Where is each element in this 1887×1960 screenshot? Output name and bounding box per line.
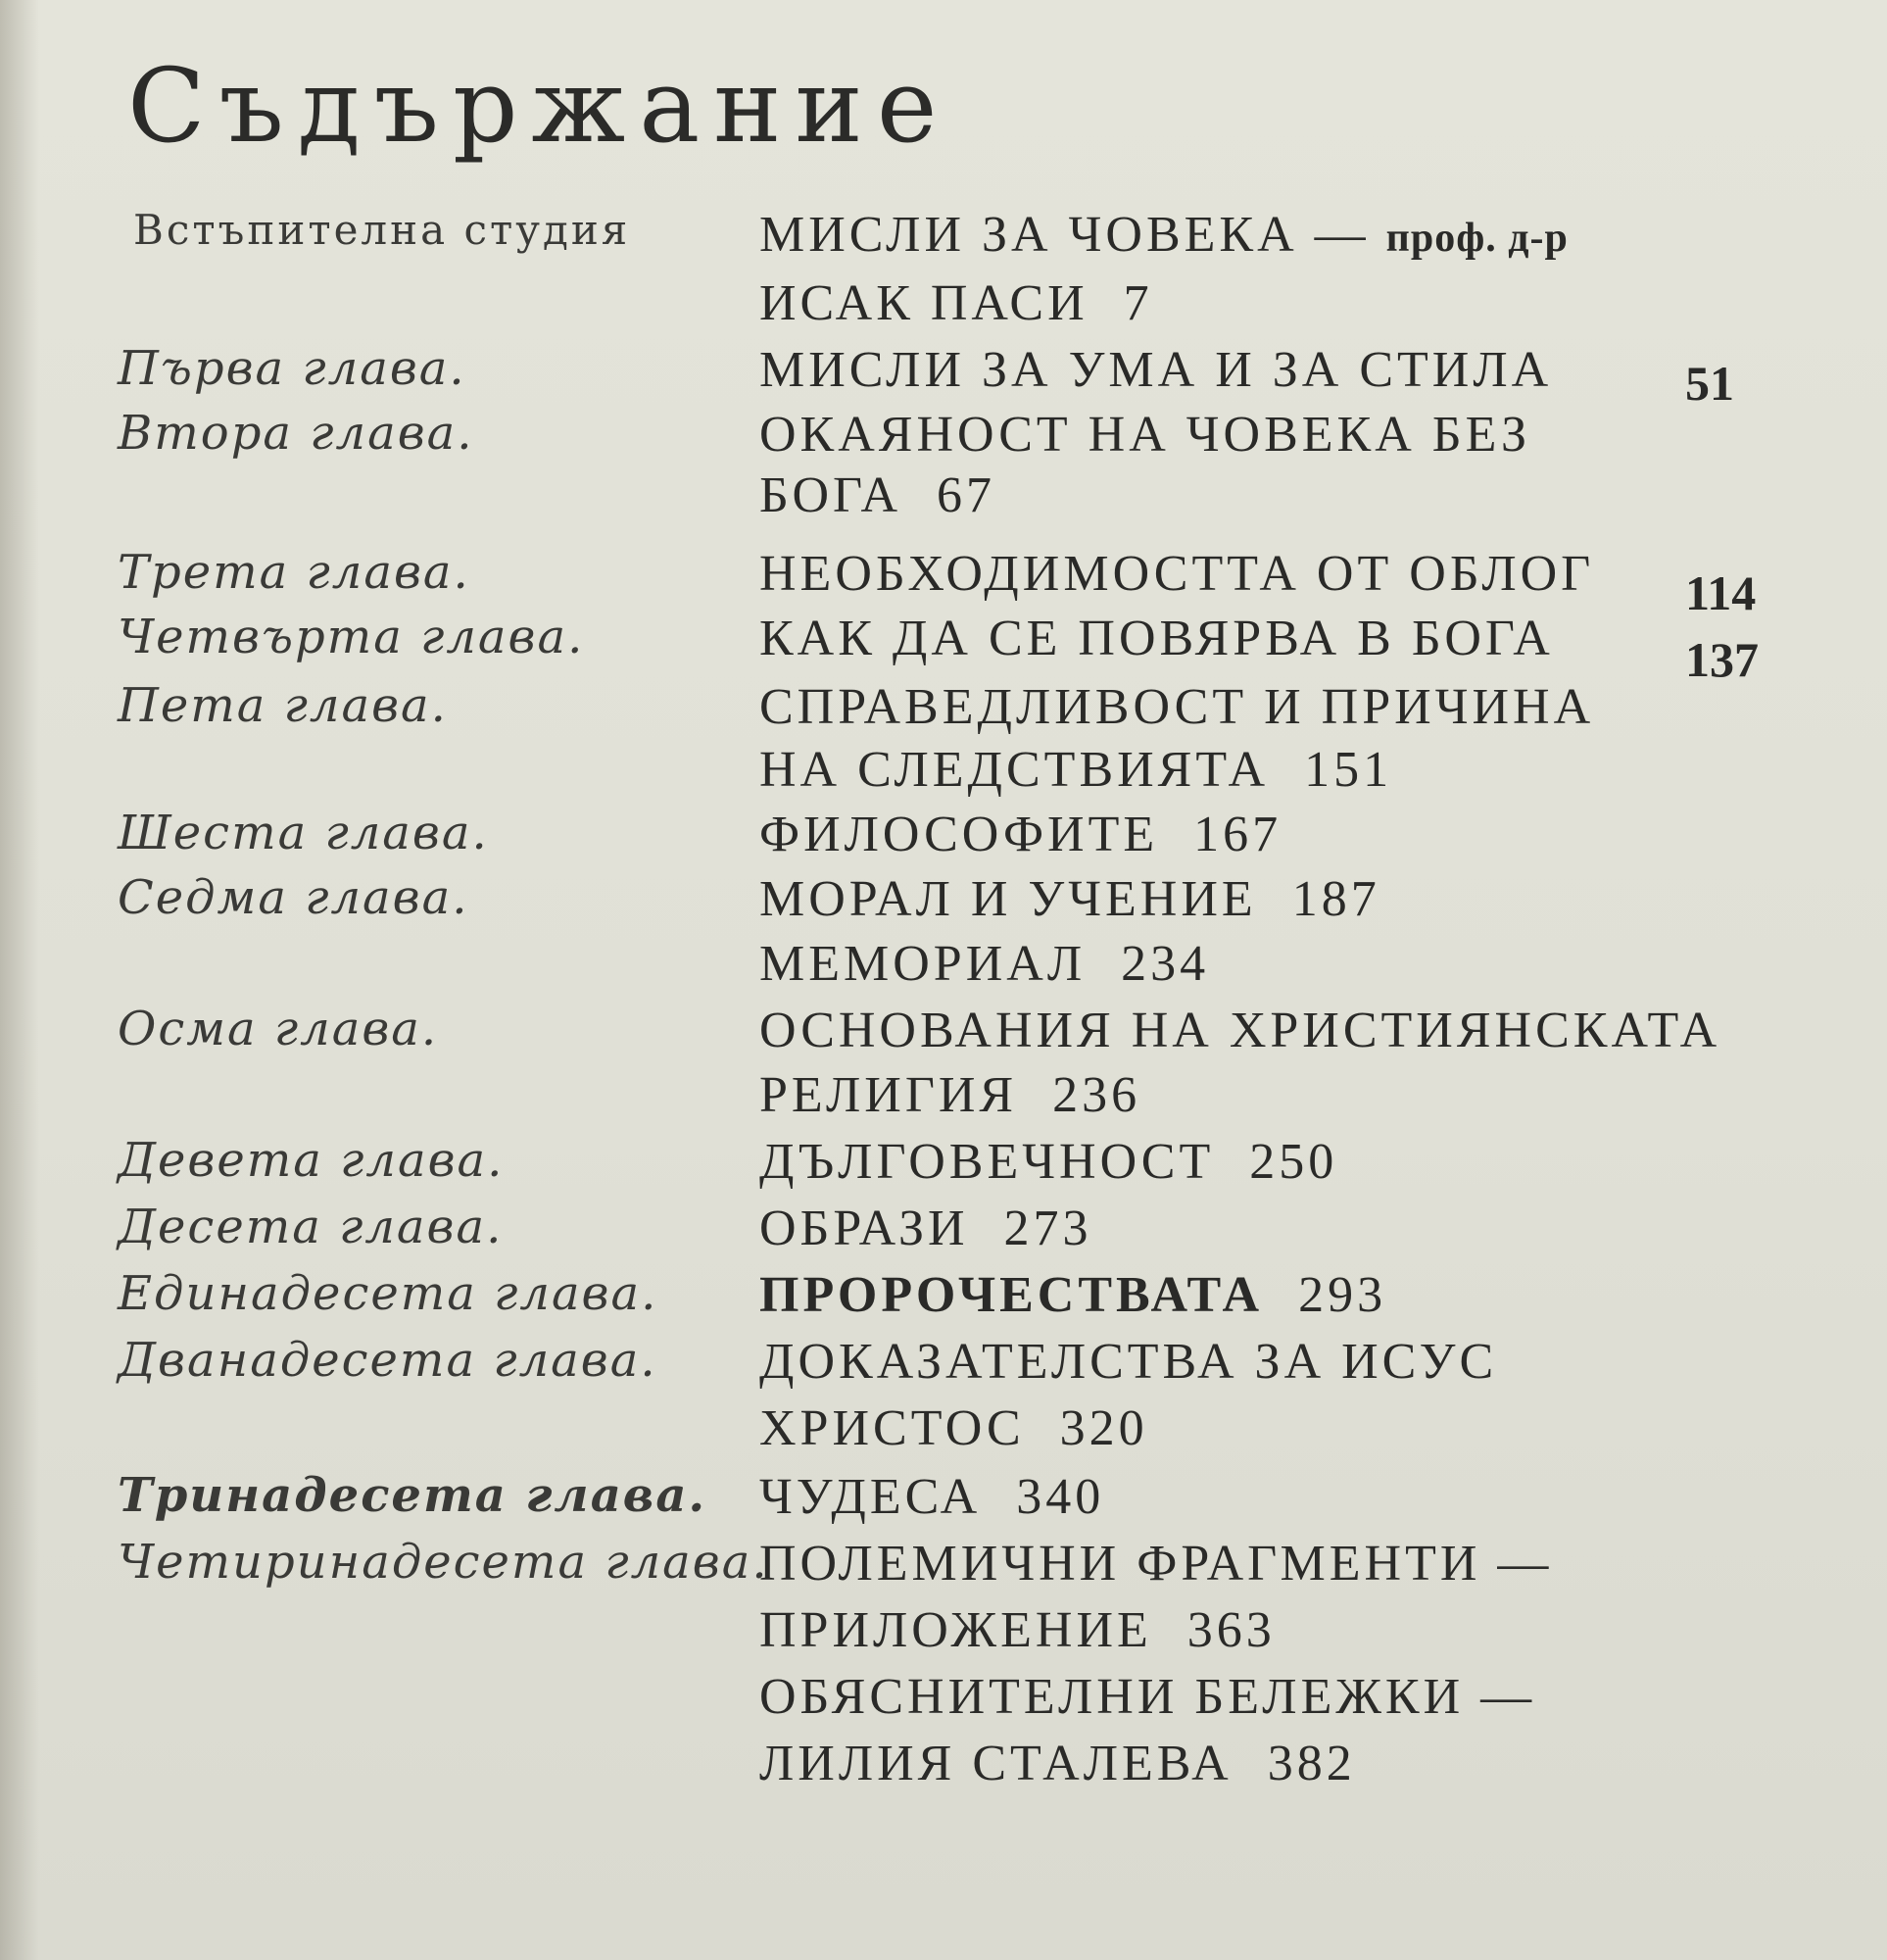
toc-entry: [0, 806, 1887, 864]
entry-label: Пета глава.: [118, 678, 448, 733]
entry-title-cont: БОГА 67: [759, 467, 996, 523]
entry-page: 293: [1298, 1267, 1387, 1323]
toc-entry-continuation: [0, 1601, 1887, 1660]
entry-label: Десета глава.: [118, 1200, 504, 1254]
entry-label: Седма глава.: [118, 870, 469, 925]
entry-label: Трета глава.: [118, 545, 470, 600]
toc-entry-continuation: [0, 1735, 1887, 1793]
toc-entry: [0, 935, 1887, 994]
entry-label: Втора глава.: [118, 406, 474, 461]
toc-entry: [0, 545, 1887, 620]
entry-page: 363: [1186, 1602, 1276, 1658]
entry-label: Встъпителна студия: [133, 206, 631, 254]
entry-title: МИСЛИ ЗА ЧОВЕКА — проф. д-р: [759, 207, 1569, 263]
toc-entry: [0, 1535, 1887, 1593]
toc-entry: [0, 678, 1887, 737]
toc-entry: [0, 870, 1887, 929]
entry-title: НЕОБХОДИМОСТТА ОТ ОБЛОГ: [759, 546, 1595, 602]
entry-label: Първа глава.: [118, 341, 466, 396]
entry-page: 273: [1003, 1200, 1092, 1256]
toc-entry: [0, 1668, 1887, 1727]
entry-title-cont: ИСАК ПАСИ 7: [759, 275, 1153, 331]
entry-title: МИСЛИ ЗА УМА И ЗА СТИЛА: [759, 342, 1553, 398]
entry-page: 167: [1193, 807, 1282, 862]
entry-label: Осма глава.: [118, 1002, 439, 1056]
entry-page: 67: [937, 467, 996, 523]
entry-title-cont: РЕЛИГИЯ 236: [759, 1067, 1141, 1123]
entry-title: КАК ДА СЕ ПОВЯРВА В БОГА: [759, 611, 1554, 666]
entry-page: 114: [1685, 565, 1757, 620]
entry-label: Четиринадесета глава.: [118, 1535, 769, 1590]
entry-title: ПОЛЕМИЧНИ ФРАГМЕНТИ —: [759, 1536, 1553, 1592]
toc-entry: [0, 206, 1887, 265]
toc-entry: [0, 1200, 1887, 1258]
entry-page: 382: [1267, 1736, 1356, 1791]
entry-page: 320: [1059, 1400, 1148, 1456]
entry-label: Четвърта глава.: [118, 610, 585, 664]
entry-title: ОБЯСНИТЕЛНИ БЕЛЕЖКИ —: [759, 1669, 1536, 1725]
toc-entry-continuation: [0, 274, 1887, 333]
toc-entry-continuation: [0, 466, 1887, 525]
entry-label: Единадесета глава.: [118, 1266, 658, 1321]
entry-title: ОКАЯНОСТ НА ЧОВЕКА БЕЗ: [759, 407, 1531, 463]
toc-entry: [0, 1266, 1887, 1325]
entry-label: Девета глава.: [118, 1133, 505, 1188]
toc-entry-continuation: [0, 1066, 1887, 1125]
toc-entry: [0, 341, 1887, 411]
entry-title: ДЪЛГОВЕЧНОСТ 250: [759, 1134, 1338, 1190]
page-title: Съдържание: [127, 46, 951, 166]
entry-title-cont: НА СЛЕДСТВИЯТА 151: [759, 742, 1393, 798]
entry-title-cont: ЛИЛИЯ СТАЛЕВА 382: [759, 1736, 1356, 1791]
entry-title: МЕМОРИАЛ 234: [759, 936, 1210, 992]
entry-subtitle: проф. д-р: [1385, 216, 1569, 261]
entry-label: Дванадесета глава.: [118, 1333, 657, 1388]
entry-page: 236: [1052, 1067, 1141, 1123]
entry-title: ОСНОВАНИЯ НА ХРИСТИЯНСКАТА: [759, 1003, 1721, 1058]
entry-title: МОРАЛ И УЧЕНИЕ 187: [759, 871, 1380, 927]
toc-entry: [0, 406, 1887, 465]
entry-title: ФИЛОСОФИТЕ 167: [759, 807, 1282, 862]
entry-page: 234: [1121, 936, 1210, 992]
toc-entry: [0, 1002, 1887, 1060]
toc-entry-continuation: [0, 741, 1887, 800]
entry-title-cont: ПРИЛОЖЕНИЕ 363: [759, 1602, 1276, 1658]
entry-title-cont: ХРИСТОС 320: [759, 1400, 1148, 1456]
entry-title: ПРОРОЧЕСТВАТА 293: [759, 1267, 1387, 1323]
entry-page: 137: [1685, 632, 1759, 687]
entry-title: ОБРАЗИ 273: [759, 1200, 1092, 1256]
entry-page: 151: [1304, 742, 1393, 798]
entry-label: Тринадесета глава.: [118, 1468, 707, 1523]
entry-label: Шеста глава.: [118, 806, 489, 860]
entry-title: СПРАВЕДЛИВОСТ И ПРИЧИНА: [759, 679, 1595, 735]
entry-page: 51: [1685, 356, 1734, 411]
toc-entry: [0, 1333, 1887, 1392]
entry-title: ДОКАЗАТЕЛСТВА ЗА ИСУС: [759, 1334, 1498, 1390]
toc-entry: [0, 1133, 1887, 1192]
toc-entry: [0, 1468, 1887, 1527]
toc-entry: [0, 610, 1887, 687]
toc-entry-continuation: [0, 1399, 1887, 1458]
entry-title: ЧУДЕСА 340: [759, 1469, 1105, 1525]
entry-page: 340: [1016, 1469, 1105, 1525]
entry-page: 187: [1291, 871, 1380, 927]
entry-page: 7: [1123, 275, 1153, 331]
entry-page: 250: [1249, 1134, 1338, 1190]
